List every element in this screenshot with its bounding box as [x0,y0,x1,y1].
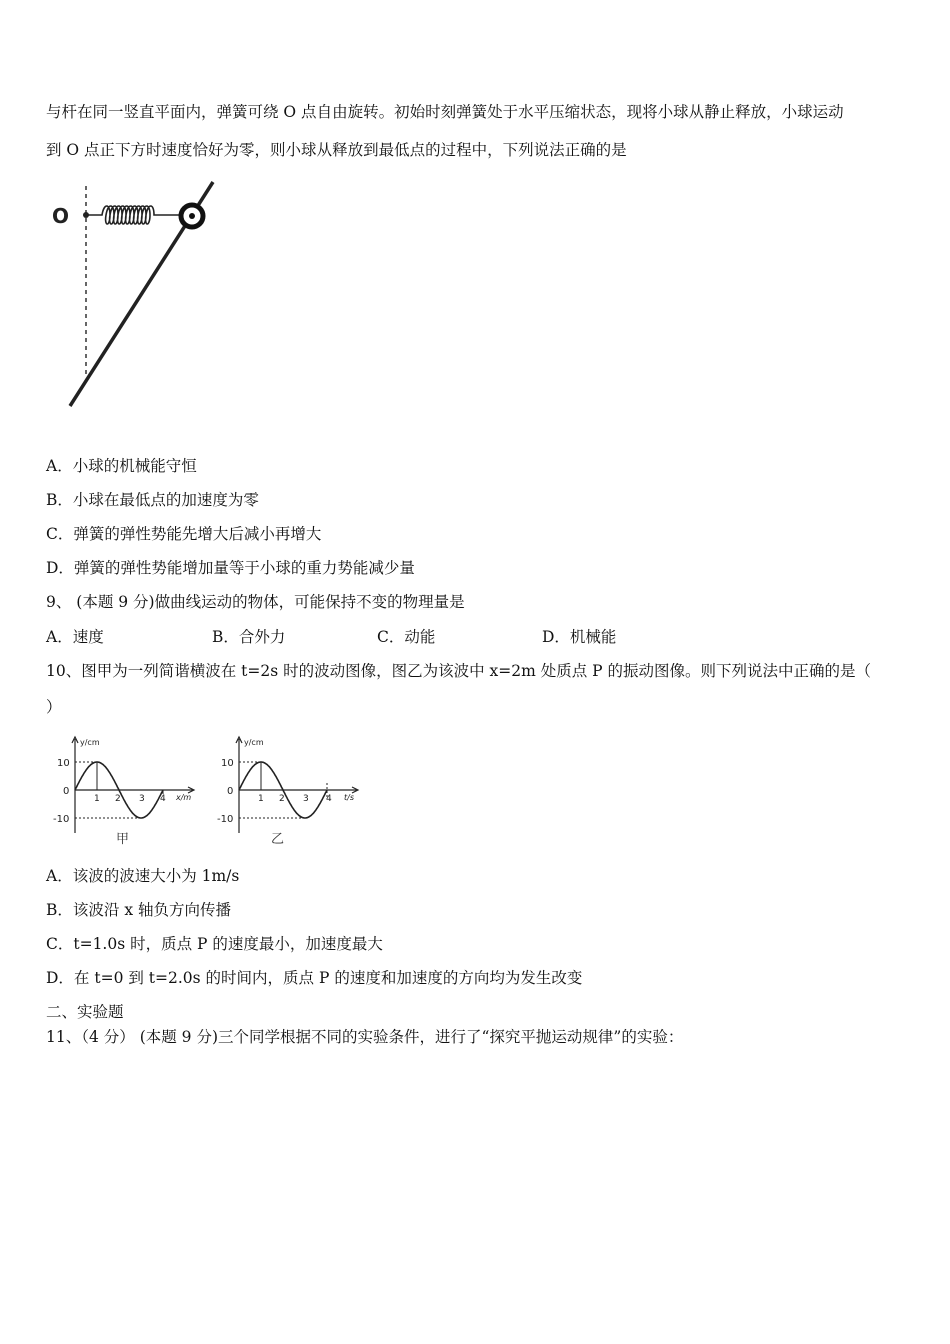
q10-stem-line1: 10、图甲为一列简谐横波在 t=2s 时的波动图像，图乙为该波中 x=2m 处质点 P 的振动图像。则下列说法中正确的是（ [46,662,872,680]
xtick-3: 3 [139,794,145,804]
q8-stem-line1: 与杆在同一竖直平面内，弹簧可绕 O 点自由旋转。初始时刻弹簧处于水平压缩状态，现将小球从静止释放，小球运动 [46,103,844,121]
ytick-0: 0 [63,786,70,797]
q11-stem: 11、（4 分） (本题 9 分)三个同学根据不同的实验条件，进行了“探究平抛运动规律”的实验： [46,1028,684,1046]
point-o-label: O [52,204,70,228]
section-title: 二、实验题 [46,1003,124,1021]
xtick-1: 1 [94,794,100,804]
ytick-10: 10 [221,758,234,769]
xtick-2: 2 [279,794,285,804]
q9-option-d: D．机械能 [542,628,617,646]
xtick-4: 4 [326,794,332,804]
ball-center [189,213,195,219]
ytick-neg10: -10 [53,814,70,825]
ytick-0: 0 [227,786,234,797]
caption-yi: 乙 [271,832,285,847]
wave-graph-jia [50,733,200,848]
y-axis-label: y/cm [80,738,100,747]
q9-option-a: A．速度 [46,628,104,646]
ytick-10: 10 [57,758,70,769]
q8-option-c: C．弹簧的弹性势能先增大后减小再增大 [46,525,322,543]
x-axis-label: t/s [344,793,354,802]
q10-option-a: A．该波的波速大小为 1m/s [46,867,240,885]
q9-option-b: B．合外力 [212,628,286,646]
q8-stem-line2: 到 O 点正下方时速度恰好为零，则小球从释放到最低点的过程中，下列说法正确的是 [46,141,627,159]
q10-stem-line2: ） [46,698,62,716]
xtick-2: 2 [115,794,121,804]
xtick-4: 4 [160,794,166,804]
vibration-graph-yi [214,733,364,848]
xtick-1: 1 [258,794,264,804]
spring [86,206,180,224]
q8-option-a: A．小球的机械能守恒 [46,457,197,475]
ytick-neg10: -10 [217,814,234,825]
q9-stem: 9、 (本题 9 分)做曲线运动的物体，可能保持不变的物理量是 [46,593,465,611]
x-axis-label: x/m [176,793,192,802]
q8-spring-rod-figure [46,178,236,413]
q9-option-c: C．动能 [377,628,436,646]
q10-option-b: B．该波沿 x 轴负方向传播 [46,901,231,919]
q10-option-d: D．在 t=0 到 t=2.0s 的时间内，质点 P 的速度和加速度的方向均为发生改变 [46,969,583,987]
q10-option-c: C．t=1.0s 时，质点 P 的速度最小，加速度最大 [46,935,383,953]
xtick-3: 3 [303,794,309,804]
caption-jia: 甲 [116,832,130,847]
y-axis-label: y/cm [244,738,264,747]
q8-option-b: B．小球在最低点的加速度为零 [46,491,259,509]
q8-option-d: D．弹簧的弹性势能增加量等于小球的重力势能减少量 [46,559,415,577]
